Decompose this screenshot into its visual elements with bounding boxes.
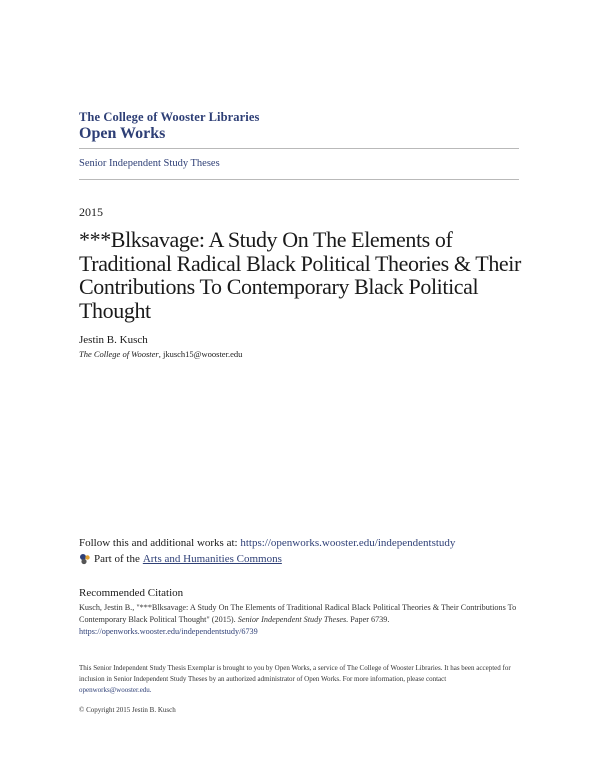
copyright-notice: © Copyright 2015 Jestin B. Kusch xyxy=(79,706,176,714)
network-commons-icon xyxy=(79,553,91,565)
affiliation-institution: The College of Wooster xyxy=(79,349,159,359)
citation-series: Senior Independent Study Theses. xyxy=(237,615,349,624)
thesis-title: ***Blksavage: A Study On The Elements of Traditional Radical Black Political Theories & Their Contributions To Contemporary Black Political Thought xyxy=(79,227,521,323)
bottom-divider xyxy=(79,179,519,180)
follow-label: Follow this and additional works at: xyxy=(79,537,238,549)
repository-notice xyxy=(79,663,529,696)
author-name: Jestin B. Kusch xyxy=(79,334,148,346)
institution-name: The College of Wooster Libraries xyxy=(79,110,260,124)
contact-email-link[interactable]: openworks@wooster.edu. xyxy=(79,686,152,694)
part-of-line xyxy=(79,553,282,565)
library-brand[interactable] xyxy=(79,110,260,143)
citation-body: Kusch, Jestin B., "***Blksavage: A Study On The Elements of Traditional Radical Black Political Theories & Their Contributions To Contemporary Black Political Thought" (2015). xyxy=(79,603,517,624)
author-affiliation: The College of Wooster, jkusch15@wooster.edu xyxy=(79,349,243,359)
repository-url-link[interactable]: https://openworks.wooster.edu/independentstudy xyxy=(240,537,456,549)
repository-name: Open Works xyxy=(79,125,166,142)
citation-paper: Paper 6739. xyxy=(350,615,390,624)
author-email[interactable]: jkusch15@wooster.edu xyxy=(162,349,243,359)
citation-url-link[interactable]: https://openworks.wooster.edu/independentstudy/6739 xyxy=(79,627,258,636)
collection-link[interactable]: Senior Independent Study Theses xyxy=(79,158,220,169)
notice-text: This Senior Independent Study Thesis Exemplar is brought to you by Open Works, a service of The College of Wooster Libraries. It has been accepted for inclusion in Senior Independent Study Theses by an authorized administrator of Open Works. For more information, please contact xyxy=(79,664,511,683)
follow-line xyxy=(79,537,455,549)
arts-humanities-commons-link[interactable]: Arts and Humanities Commons xyxy=(142,553,282,565)
part-of-label: Part of the xyxy=(94,553,140,565)
recommended-citation-heading: Recommended Citation xyxy=(79,587,184,599)
publication-year: 2015 xyxy=(79,205,103,219)
top-divider xyxy=(79,148,519,149)
citation-text xyxy=(79,602,529,638)
